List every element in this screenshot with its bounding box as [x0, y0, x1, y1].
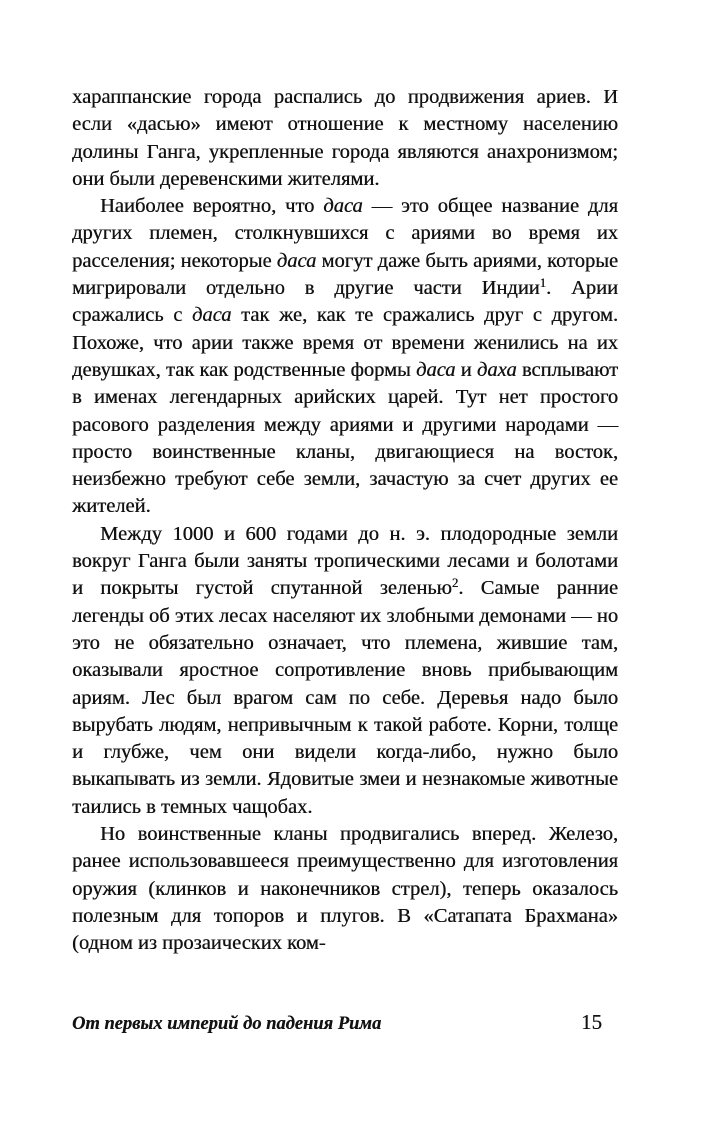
text-run: всплывают в именах легендарных арийских царей. Тут нет простого расового разделения между ариями и другими народами — просто воинственные кланы, двигающиеся на восток, неизбежно требуют себе земли, зачастую за счет других ее жителей. — [72, 358, 618, 518]
text-run: даса — [323, 195, 363, 218]
text-run: даса — [415, 358, 456, 381]
text-run: — это общее название для других племен, столкнувшихся с ариями во время их расселения; некоторые — [72, 195, 618, 272]
text-run: и — [455, 358, 477, 381]
text-run: . Самые ранние легенды об этих лесах населяют их злобными демонами — но это не обязательно означает, что племена, жившие там, оказывали яростное сопротивление вновь прибывающим ариям. Лес был врагом сам по себе. Деревья надо было вырубать людям, непривычным к такой работе. Корни, толще и глубже, чем они видели когда-либо, нужно было выкапывать из земли. Ядовитые змеи и незнакомые животные таились в темных чащобах. — [72, 577, 618, 818]
paragraph — [72, 84, 618, 193]
page-text — [72, 84, 618, 958]
running-title: От первых империй до падения Рима — [72, 1014, 382, 1034]
text-run: Наиболее вероятно, что — [100, 195, 324, 218]
page-number: 15 — [581, 1010, 602, 1034]
page-footer — [72, 1010, 602, 1035]
text-run: даса — [191, 304, 232, 327]
text-run: . Арии сражались с — [72, 277, 618, 327]
text-run: могут даже быть ариями, которые мигрировали отдельно в другие части Индии — [72, 249, 618, 300]
text-run: Но воинственные кланы продвигались вперед. Железо, ранее использовавшееся преимущественно для изготовления оружия (клинков и наконечников стрел), теперь оказалось полезным для топоров и плугов. В «Сатапата Брахмана» (одном из прозаических ком- — [72, 823, 618, 955]
text-run: хараппанские города распались до продвижения ариев. И если «дасью» имеют отношение к местному населению долины Ганга, укрепленные города являются анахронизмом; они были деревенскими жителями. — [72, 86, 618, 190]
footnote-marker: 2 — [451, 576, 459, 591]
text-run: даха — [476, 358, 517, 381]
footnote-marker: 1 — [539, 276, 547, 291]
paragraph — [72, 821, 618, 957]
paragraph — [72, 193, 618, 521]
text-run: даса — [276, 249, 317, 272]
text-run: Между 1000 и 600 годами до н. э. плодородные земли вокруг Ганга были заняты тропическими лесами и болотами и покрыты густой спутанной зеленью — [72, 522, 618, 600]
text-run: так же, как те сражались друг с другом. Похоже, что арии также время от времени женились на их девушках, так как родственные формы — [72, 304, 619, 381]
paragraph — [72, 521, 618, 821]
